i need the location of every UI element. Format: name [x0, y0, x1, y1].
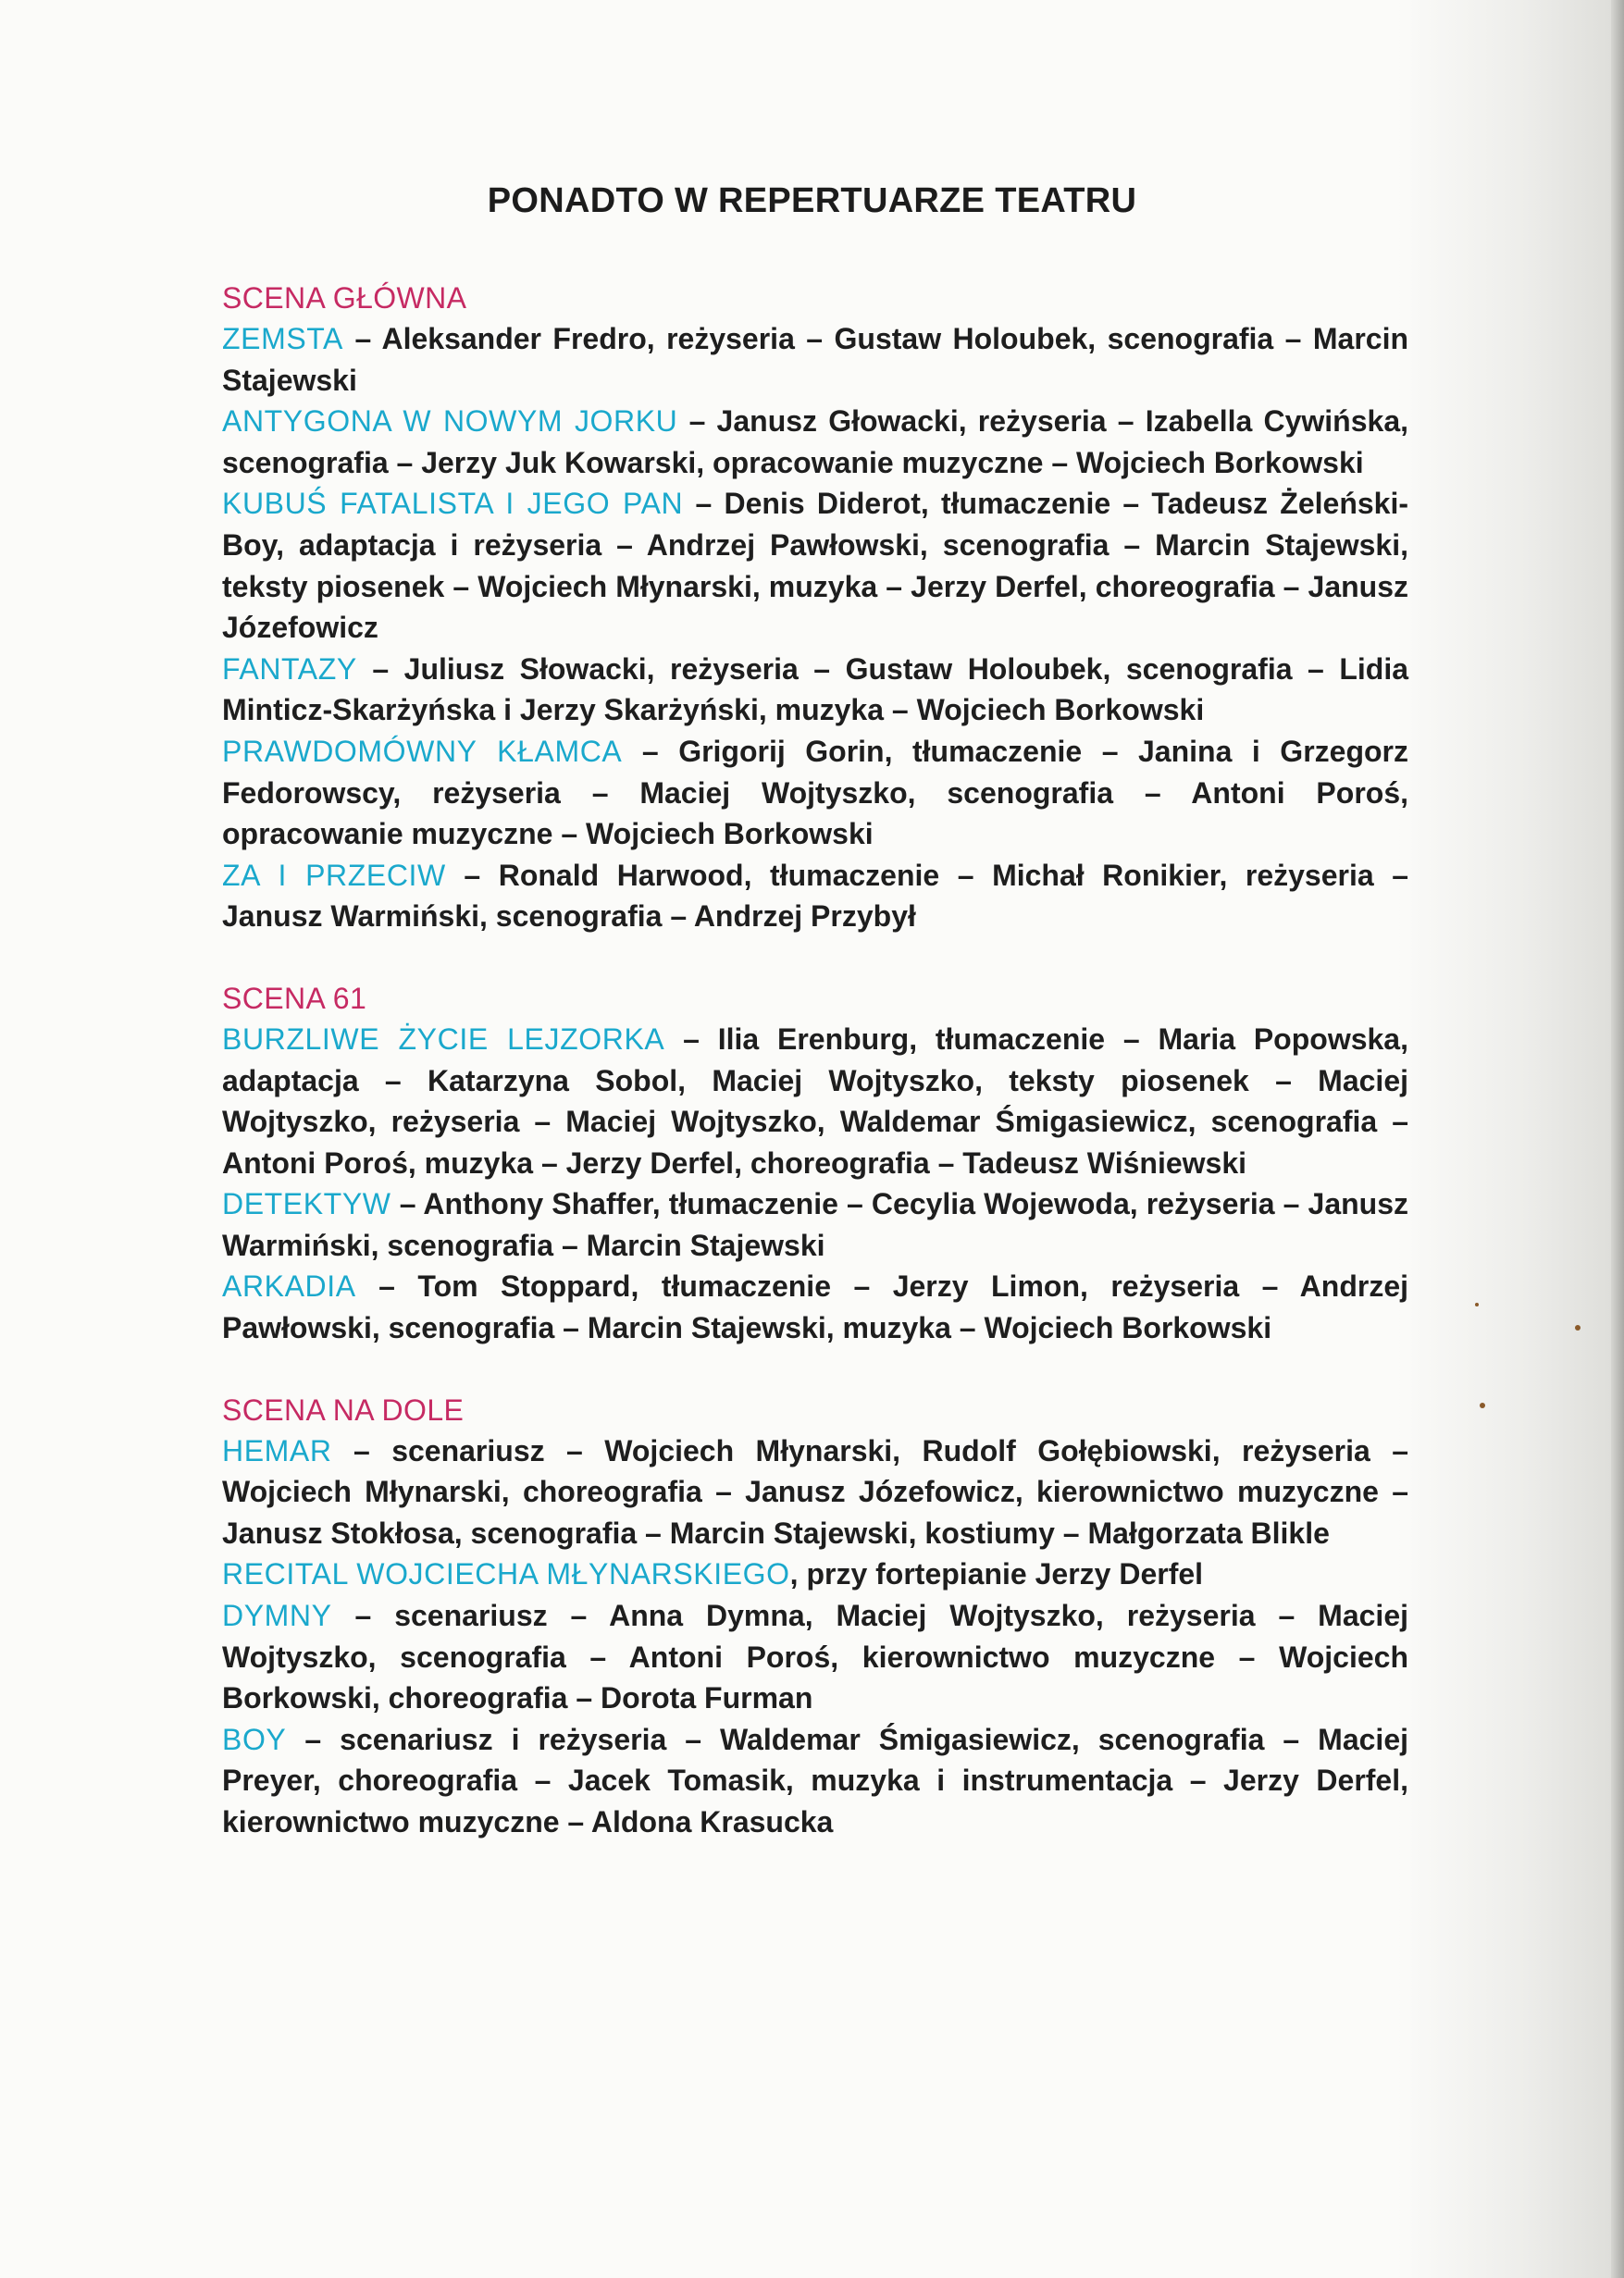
play-title: FANTAZY [222, 651, 357, 686]
play-credits: , przy fortepianie Jerzy Derfel [789, 1557, 1204, 1591]
section-scena-glowna [222, 278, 1408, 937]
play-title: DYMNY [222, 1599, 332, 1633]
play-title: ZEMSTA [222, 322, 344, 355]
play-credits: – Anthony Shaffer, tłumaczenie – Cecylia Wojewoda, reżyseria – Janusz Warmiński, scenografia – Marcin Stajewski [222, 1187, 1408, 1262]
play-credits: – Ilia Erenburg, tłumaczenie – Maria Popowska, adaptacja – Katarzyna Sobol, Maciej Wojtyszko, teksty piosenek – Maciej Wojtyszko, reżyseria – Maciej Wojtyszko, Waldemar Śmigasiewicz, scenografia – Antoni Poroś, muzyka – Jerzy Derfel, choreografia – Tadeusz Wiśniewski [222, 1021, 1408, 1180]
page-edge-shadow [1611, 0, 1624, 2278]
play-title: DETEKTYW [222, 1187, 391, 1221]
play-credits: – Janusz Głowacki, reżyseria – Izabella Cywińska, scenografia – Jerzy Juk Kowarski, opracowanie muzyczne – Wojciech Borkowski [222, 404, 1409, 479]
play-credits: – Ronald Harwood, tłumaczenie – Michał Ronikier, reżyseria – Janusz Warmiński, scenografia – Andrzej Przybył [222, 858, 1408, 934]
section-scena-61 [222, 978, 1408, 1349]
play-entry [222, 318, 1408, 401]
play-credits: – scenariusz i reżyseria – Waldemar Śmigasiewicz, scenografia – Maciej Preyer, choreografia – Jacek Tomasik, muzyka i instrumentacja – Jerzy Derfel, kierownictwo muzyczne – Aldona Krasucka [222, 1722, 1408, 1838]
section-heading: SCENA GŁÓWNA [222, 281, 467, 315]
play-credits: – scenariusz – Wojciech Młynarski, Rudolf Gołębiowski, reżyseria – Wojciech Młynarski, choreografia – Janusz Józefowicz, kierownictwo muzyczne – Janusz Stokłosa, scenografia – Marcin Stajewski, kostiumy – Małgorzata Blikle [222, 1433, 1408, 1550]
page-title: PONADTO W REPERTUARZE TEATRU [487, 181, 1137, 220]
play-entry [222, 1595, 1408, 1719]
play-credits: – Denis Diderot, tłumaczenie – Tadeusz Żeleński-Boy, adaptacja i reżyseria – Andrzej Pawłowski, scenografia – Marcin Stajewski, teksty piosenek – Wojciech Młynarski, muzyka – Jerzy Derfel, choreografia – Janusz Józefowicz [222, 487, 1409, 645]
play-entry [222, 731, 1408, 855]
play-entry [222, 1430, 1408, 1554]
play-title: HEMAR [222, 1433, 332, 1467]
play-entry [222, 1266, 1408, 1348]
play-entry [222, 1719, 1408, 1843]
play-title: ARKADIA [222, 1269, 356, 1304]
play-title: ZA I PRZECIW [222, 858, 446, 892]
play-entry [222, 1554, 1408, 1595]
section-heading: SCENA 61 [222, 981, 367, 1015]
paper-speck [1575, 1325, 1581, 1331]
play-credits: – scenariusz – Anna Dymna, Maciej Wojtyszko, reżyseria – Maciej Wojtyszko, scenografia – Antoni Poroś, kierownictwo muzyczne – Wojciech Borkowski, choreografia – Dorota Furman [222, 1599, 1408, 1715]
play-entry [222, 649, 1408, 731]
play-entry [222, 1019, 1408, 1183]
repertoire-list [222, 278, 1408, 1884]
play-title: KUBUŚ FATALISTA I JEGO PAN [222, 487, 684, 521]
paper-speck [1480, 1403, 1485, 1408]
play-entry [222, 1183, 1408, 1266]
play-title: ANTYGONA W NOWYM JORKU [222, 404, 678, 439]
play-title: PRAWDOMÓWNY KŁAMCA [222, 734, 623, 768]
play-credits: – Tom Stoppard, tłumaczenie – Jerzy Limon, reżyseria – Andrzej Pawłowski, scenografia – Marcin Stajewski, muzyka – Wojciech Borkowski [222, 1269, 1408, 1345]
play-credits: – Grigorij Gorin, tłumaczenie – Janina i Grzegorz Fedorowscy, reżyseria – Maciej Wojtyszko, scenografia – Antoni Poroś, opracowanie muzyczne – Wojciech Borkowski [222, 734, 1408, 851]
play-title: BOY [222, 1722, 287, 1756]
play-credits: – Juliusz Słowacki, reżyseria – Gustaw Holoubek, scenografia – Lidia Minticz-Skarżyńska i Jerzy Skarżyński, muzyka – Wojciech Borkowski [222, 651, 1408, 727]
play-title: RECITAL WOJCIECHA MŁYNARSKIEGO [222, 1557, 790, 1591]
section-heading: SCENA NA DOLE [222, 1393, 465, 1427]
paper-speck [1475, 1303, 1479, 1306]
play-title: BURZLIWE ŻYCIE LEJZORKA [222, 1021, 665, 1056]
play-entry [222, 483, 1408, 648]
play-entry [222, 401, 1408, 483]
play-entry [222, 855, 1408, 937]
play-credits: – Aleksander Fredro, reżyseria – Gustaw Holoubek, scenografia – Marcin Stajewski [222, 322, 1408, 397]
section-scena-na-dole [222, 1390, 1408, 1843]
